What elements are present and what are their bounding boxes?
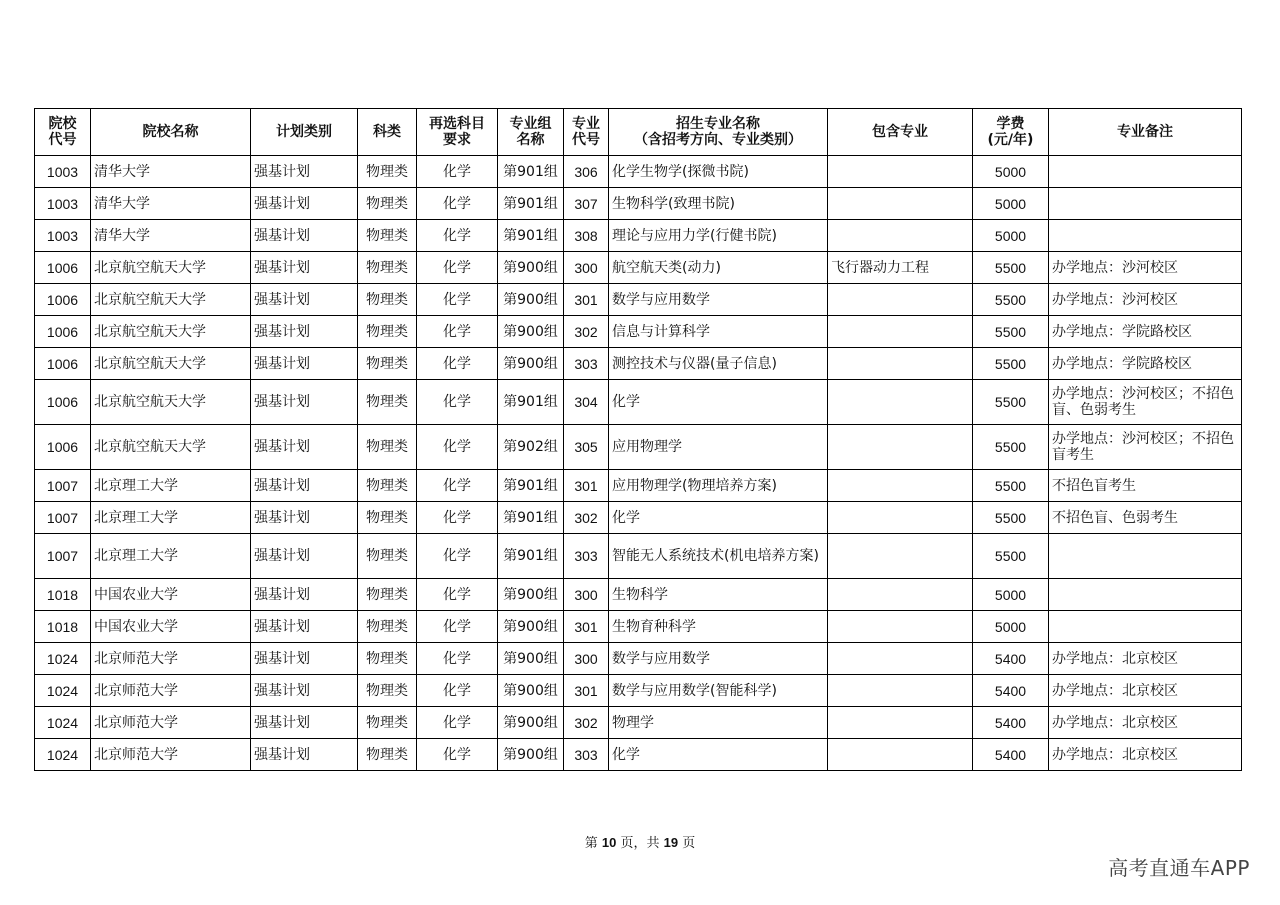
- group-name-cell: 第901组: [498, 534, 564, 579]
- plan-type-cell: 强基计划: [251, 534, 358, 579]
- plan-type-cell: 强基计划: [251, 380, 358, 425]
- header-line: 要求: [443, 132, 471, 148]
- table-row: [35, 188, 1242, 220]
- major-notes-cell: 办学地点：北京校区: [1049, 675, 1242, 707]
- plan-type-cell: 强基计划: [251, 707, 358, 739]
- table-row: [35, 380, 1242, 425]
- major-notes-cell: 办学地点：学院路校区: [1049, 316, 1242, 348]
- subject-category-cell: 物理类: [358, 220, 417, 252]
- included-majors-cell: 飞行器动力工程: [828, 252, 973, 284]
- included-majors-cell: [828, 739, 973, 771]
- subject-category-cell: 物理类: [358, 643, 417, 675]
- tuition-cell: 5500: [973, 534, 1049, 579]
- plan-type-cell: 强基计划: [251, 284, 358, 316]
- reselect-subject-cell: 化学: [417, 707, 498, 739]
- table-row: [35, 707, 1242, 739]
- major-name-cell: 生物科学(致理书院): [609, 188, 828, 220]
- header-line: 专业备注: [1117, 124, 1173, 140]
- subject-category-cell: 物理类: [358, 156, 417, 188]
- reselect-subject-cell: 化学: [417, 380, 498, 425]
- major-name-cell: 航空航天类(动力): [609, 252, 828, 284]
- school-code-cell: 1024: [35, 707, 91, 739]
- school-code-cell: 1003: [35, 220, 91, 252]
- school-code-cell: 1007: [35, 502, 91, 534]
- major-name-cell: 数学与应用数学(智能科学): [609, 675, 828, 707]
- tuition-cell: 5500: [973, 316, 1049, 348]
- plan-type-cell: 强基计划: [251, 316, 358, 348]
- school-name-cell: 北京师范大学: [91, 707, 251, 739]
- major-name-cell: 生物育种科学: [609, 611, 828, 643]
- included-majors-cell: [828, 470, 973, 502]
- subject-category-cell: 物理类: [358, 534, 417, 579]
- tuition-cell: 5000: [973, 220, 1049, 252]
- major-notes-cell: 办学地点：沙河校区: [1049, 252, 1242, 284]
- table-row: [35, 470, 1242, 502]
- included-majors-cell: [828, 220, 973, 252]
- header-line: 再选科目: [429, 116, 485, 132]
- reselect-subject-cell: 化学: [417, 188, 498, 220]
- header-subject-category: [358, 109, 417, 156]
- plan-type-cell: 强基计划: [251, 502, 358, 534]
- major-name-cell: 化学生物学(探微书院): [609, 156, 828, 188]
- subject-category-cell: 物理类: [358, 502, 417, 534]
- reselect-subject-cell: 化学: [417, 425, 498, 470]
- included-majors-cell: [828, 579, 973, 611]
- major-code-cell: 303: [564, 534, 609, 579]
- tuition-cell: 5500: [973, 348, 1049, 380]
- major-notes-cell: [1049, 611, 1242, 643]
- included-majors-cell: [828, 348, 973, 380]
- included-majors-cell: [828, 380, 973, 425]
- tuition-cell: 5400: [973, 739, 1049, 771]
- table-row: [35, 316, 1242, 348]
- reselect-subject-cell: 化学: [417, 284, 498, 316]
- reselect-subject-cell: 化学: [417, 579, 498, 611]
- major-code-cell: 303: [564, 739, 609, 771]
- tuition-cell: 5000: [973, 188, 1049, 220]
- major-name-cell: 生物科学: [609, 579, 828, 611]
- table-row: [35, 675, 1242, 707]
- major-notes-cell: 办学地点：北京校区: [1049, 739, 1242, 771]
- header-group-name: [498, 109, 564, 156]
- plan-type-cell: 强基计划: [251, 252, 358, 284]
- group-name-cell: 第900组: [498, 707, 564, 739]
- header-line: 代号: [48, 132, 77, 148]
- school-code-cell: 1006: [35, 284, 91, 316]
- school-name-cell: 北京航空航天大学: [91, 380, 251, 425]
- header-major-notes: [1049, 109, 1242, 156]
- page-prefix: 第: [584, 836, 602, 851]
- table-row: [35, 348, 1242, 380]
- major-name-cell: 化学: [609, 502, 828, 534]
- school-code-cell: 1003: [35, 156, 91, 188]
- major-notes-cell: 办学地点：学院路校区: [1049, 348, 1242, 380]
- plan-type-cell: 强基计划: [251, 643, 358, 675]
- reselect-subject-cell: 化学: [417, 675, 498, 707]
- header-line: 科类: [373, 124, 401, 140]
- plan-type-cell: 强基计划: [251, 739, 358, 771]
- header-line: 代号: [572, 132, 600, 148]
- plan-type-cell: 强基计划: [251, 156, 358, 188]
- reselect-subject-cell: 化学: [417, 348, 498, 380]
- subject-category-cell: 物理类: [358, 579, 417, 611]
- school-code-cell: 1006: [35, 380, 91, 425]
- tuition-cell: 5500: [973, 470, 1049, 502]
- major-notes-cell: [1049, 156, 1242, 188]
- plan-type-cell: 强基计划: [251, 470, 358, 502]
- subject-category-cell: 物理类: [358, 675, 417, 707]
- major-code-cell: 303: [564, 348, 609, 380]
- school-name-cell: 北京师范大学: [91, 739, 251, 771]
- group-name-cell: 第900组: [498, 284, 564, 316]
- major-name-cell: 物理学: [609, 707, 828, 739]
- header-included-majors: [828, 109, 973, 156]
- major-code-cell: 300: [564, 643, 609, 675]
- group-name-cell: 第901组: [498, 470, 564, 502]
- total-pages: 19: [663, 835, 679, 850]
- reselect-subject-cell: 化学: [417, 643, 498, 675]
- tuition-cell: 5000: [973, 156, 1049, 188]
- subject-category-cell: 物理类: [358, 611, 417, 643]
- plan-type-cell: 强基计划: [251, 425, 358, 470]
- subject-category-cell: 物理类: [358, 348, 417, 380]
- table-row: [35, 579, 1242, 611]
- major-notes-cell: [1049, 220, 1242, 252]
- included-majors-cell: [828, 707, 973, 739]
- school-code-cell: 1006: [35, 252, 91, 284]
- major-notes-cell: 办学地点：沙河校区；不招色盲、色弱考生: [1049, 380, 1242, 425]
- table-body: [35, 156, 1242, 771]
- subject-category-cell: 物理类: [358, 188, 417, 220]
- header-line: 院校名称: [142, 124, 199, 140]
- major-notes-cell: 不招色盲考生: [1049, 470, 1242, 502]
- plan-type-cell: 强基计划: [251, 611, 358, 643]
- tuition-cell: 5500: [973, 380, 1049, 425]
- included-majors-cell: [828, 643, 973, 675]
- tuition-cell: 5500: [973, 502, 1049, 534]
- header-line: 包含专业: [872, 124, 928, 140]
- school-name-cell: 清华大学: [91, 188, 251, 220]
- group-name-cell: 第900组: [498, 316, 564, 348]
- table-row: [35, 425, 1242, 470]
- school-name-cell: 北京航空航天大学: [91, 425, 251, 470]
- group-name-cell: 第900组: [498, 739, 564, 771]
- table-row: [35, 739, 1242, 771]
- major-notes-cell: 办学地点：北京校区: [1049, 707, 1242, 739]
- table-row: [35, 220, 1242, 252]
- school-code-cell: 1006: [35, 348, 91, 380]
- header-line: 学费: [996, 116, 1025, 132]
- major-name-cell: 测控技术与仪器(量子信息): [609, 348, 828, 380]
- group-name-cell: 第901组: [498, 188, 564, 220]
- major-notes-cell: [1049, 534, 1242, 579]
- header-plan-type: [251, 109, 358, 156]
- group-name-cell: 第900组: [498, 348, 564, 380]
- major-code-cell: 305: [564, 425, 609, 470]
- school-name-cell: 中国农业大学: [91, 611, 251, 643]
- table-row: [35, 156, 1242, 188]
- header-line: 专业: [572, 116, 600, 132]
- header-school-code: [35, 109, 91, 156]
- school-code-cell: 1018: [35, 579, 91, 611]
- tuition-cell: 5500: [973, 425, 1049, 470]
- included-majors-cell: [828, 188, 973, 220]
- major-code-cell: 304: [564, 380, 609, 425]
- school-name-cell: 北京航空航天大学: [91, 316, 251, 348]
- major-code-cell: 301: [564, 675, 609, 707]
- plan-type-cell: 强基计划: [251, 188, 358, 220]
- header-major-name: [609, 109, 828, 156]
- major-code-cell: 301: [564, 470, 609, 502]
- header-reselect-subject: [417, 109, 498, 156]
- header-tuition: [973, 109, 1049, 156]
- school-name-cell: 清华大学: [91, 220, 251, 252]
- admissions-table: [34, 108, 1242, 771]
- tuition-cell: 5500: [973, 252, 1049, 284]
- school-code-cell: 1024: [35, 643, 91, 675]
- major-notes-cell: [1049, 579, 1242, 611]
- group-name-cell: 第901组: [498, 502, 564, 534]
- subject-category-cell: 物理类: [358, 284, 417, 316]
- included-majors-cell: [828, 534, 973, 579]
- school-name-cell: 清华大学: [91, 156, 251, 188]
- major-name-cell: 化学: [609, 739, 828, 771]
- included-majors-cell: [828, 425, 973, 470]
- school-name-cell: 北京理工大学: [91, 502, 251, 534]
- header-major-code: [564, 109, 609, 156]
- reselect-subject-cell: 化学: [417, 252, 498, 284]
- reselect-subject-cell: 化学: [417, 470, 498, 502]
- school-code-cell: 1007: [35, 534, 91, 579]
- table-row: [35, 252, 1242, 284]
- major-name-cell: 数学与应用数学: [609, 284, 828, 316]
- tuition-cell: 5400: [973, 643, 1049, 675]
- group-name-cell: 第901组: [498, 156, 564, 188]
- page-footer: [0, 832, 1280, 851]
- tuition-cell: 5000: [973, 579, 1049, 611]
- current-page: 10: [601, 835, 617, 850]
- major-code-cell: 302: [564, 502, 609, 534]
- table-row: [35, 534, 1242, 579]
- reselect-subject-cell: 化学: [417, 611, 498, 643]
- major-code-cell: 300: [564, 252, 609, 284]
- included-majors-cell: [828, 502, 973, 534]
- school-name-cell: 北京师范大学: [91, 643, 251, 675]
- included-majors-cell: [828, 156, 973, 188]
- included-majors-cell: [828, 675, 973, 707]
- subject-category-cell: 物理类: [358, 470, 417, 502]
- major-notes-cell: [1049, 188, 1242, 220]
- plan-type-cell: 强基计划: [251, 348, 358, 380]
- group-name-cell: 第900组: [498, 611, 564, 643]
- header-school-name: [91, 109, 251, 156]
- reselect-subject-cell: 化学: [417, 220, 498, 252]
- reselect-subject-cell: 化学: [417, 739, 498, 771]
- group-name-cell: 第901组: [498, 380, 564, 425]
- major-code-cell: 308: [564, 220, 609, 252]
- tuition-cell: 5000: [973, 611, 1049, 643]
- group-name-cell: 第901组: [498, 220, 564, 252]
- major-name-cell: 理论与应用力学(行健书院): [609, 220, 828, 252]
- major-name-cell: 数学与应用数学: [609, 643, 828, 675]
- school-name-cell: 北京师范大学: [91, 675, 251, 707]
- reselect-subject-cell: 化学: [417, 534, 498, 579]
- school-code-cell: 1003: [35, 188, 91, 220]
- major-code-cell: 302: [564, 316, 609, 348]
- major-name-cell: 应用物理学(物理培养方案): [609, 470, 828, 502]
- group-name-cell: 第900组: [498, 643, 564, 675]
- table-row: [35, 611, 1242, 643]
- school-code-cell: 1024: [35, 675, 91, 707]
- plan-type-cell: 强基计划: [251, 675, 358, 707]
- major-code-cell: 301: [564, 284, 609, 316]
- subject-category-cell: 物理类: [358, 380, 417, 425]
- major-notes-cell: 办学地点：沙河校区: [1049, 284, 1242, 316]
- page-suffix: 页: [678, 836, 696, 851]
- tuition-cell: 5500: [973, 284, 1049, 316]
- major-code-cell: 300: [564, 579, 609, 611]
- school-code-cell: 1018: [35, 611, 91, 643]
- subject-category-cell: 物理类: [358, 707, 417, 739]
- header-line: （含招考方向、专业类别）: [634, 132, 802, 148]
- header-line: (元/年): [987, 132, 1034, 148]
- subject-category-cell: 物理类: [358, 316, 417, 348]
- major-name-cell: 智能无人系统技术(机电培养方案): [609, 534, 828, 579]
- major-name-cell: 化学: [609, 380, 828, 425]
- header-line: 专业组: [509, 116, 552, 132]
- table-row: [35, 284, 1242, 316]
- subject-category-cell: 物理类: [358, 252, 417, 284]
- plan-type-cell: 强基计划: [251, 579, 358, 611]
- major-name-cell: 信息与计算科学: [609, 316, 828, 348]
- plan-type-cell: 强基计划: [251, 220, 358, 252]
- major-notes-cell: 不招色盲、色弱考生: [1049, 502, 1242, 534]
- major-code-cell: 302: [564, 707, 609, 739]
- major-code-cell: 306: [564, 156, 609, 188]
- group-name-cell: 第900组: [498, 252, 564, 284]
- school-code-cell: 1006: [35, 316, 91, 348]
- group-name-cell: 第902组: [498, 425, 564, 470]
- school-code-cell: 1024: [35, 739, 91, 771]
- header-line: 招生专业名称: [676, 116, 760, 132]
- subject-category-cell: 物理类: [358, 425, 417, 470]
- school-name-cell: 北京航空航天大学: [91, 284, 251, 316]
- school-name-cell: 北京航空航天大学: [91, 252, 251, 284]
- school-name-cell: 北京理工大学: [91, 534, 251, 579]
- included-majors-cell: [828, 611, 973, 643]
- header-line: 院校: [48, 116, 77, 132]
- school-name-cell: 北京理工大学: [91, 470, 251, 502]
- included-majors-cell: [828, 316, 973, 348]
- included-majors-cell: [828, 284, 973, 316]
- tuition-cell: 5400: [973, 707, 1049, 739]
- major-code-cell: 301: [564, 611, 609, 643]
- major-code-cell: 307: [564, 188, 609, 220]
- school-name-cell: 中国农业大学: [91, 579, 251, 611]
- reselect-subject-cell: 化学: [417, 316, 498, 348]
- header-line: 计划类别: [276, 124, 332, 140]
- reselect-subject-cell: 化学: [417, 502, 498, 534]
- major-notes-cell: 办学地点：沙河校区；不招色盲考生: [1049, 425, 1242, 470]
- school-code-cell: 1006: [35, 425, 91, 470]
- table-header-row: [35, 109, 1242, 156]
- major-notes-cell: 办学地点：北京校区: [1049, 643, 1242, 675]
- watermark: 高考直通车APP: [1108, 856, 1250, 880]
- subject-category-cell: 物理类: [358, 739, 417, 771]
- group-name-cell: 第900组: [498, 675, 564, 707]
- school-code-cell: 1007: [35, 470, 91, 502]
- page-middle: 页，共: [616, 836, 664, 851]
- reselect-subject-cell: 化学: [417, 156, 498, 188]
- tuition-cell: 5400: [973, 675, 1049, 707]
- table-row: [35, 643, 1242, 675]
- table-row: [35, 502, 1242, 534]
- school-name-cell: 北京航空航天大学: [91, 348, 251, 380]
- header-line: 名称: [516, 132, 545, 148]
- group-name-cell: 第900组: [498, 579, 564, 611]
- major-name-cell: 应用物理学: [609, 425, 828, 470]
